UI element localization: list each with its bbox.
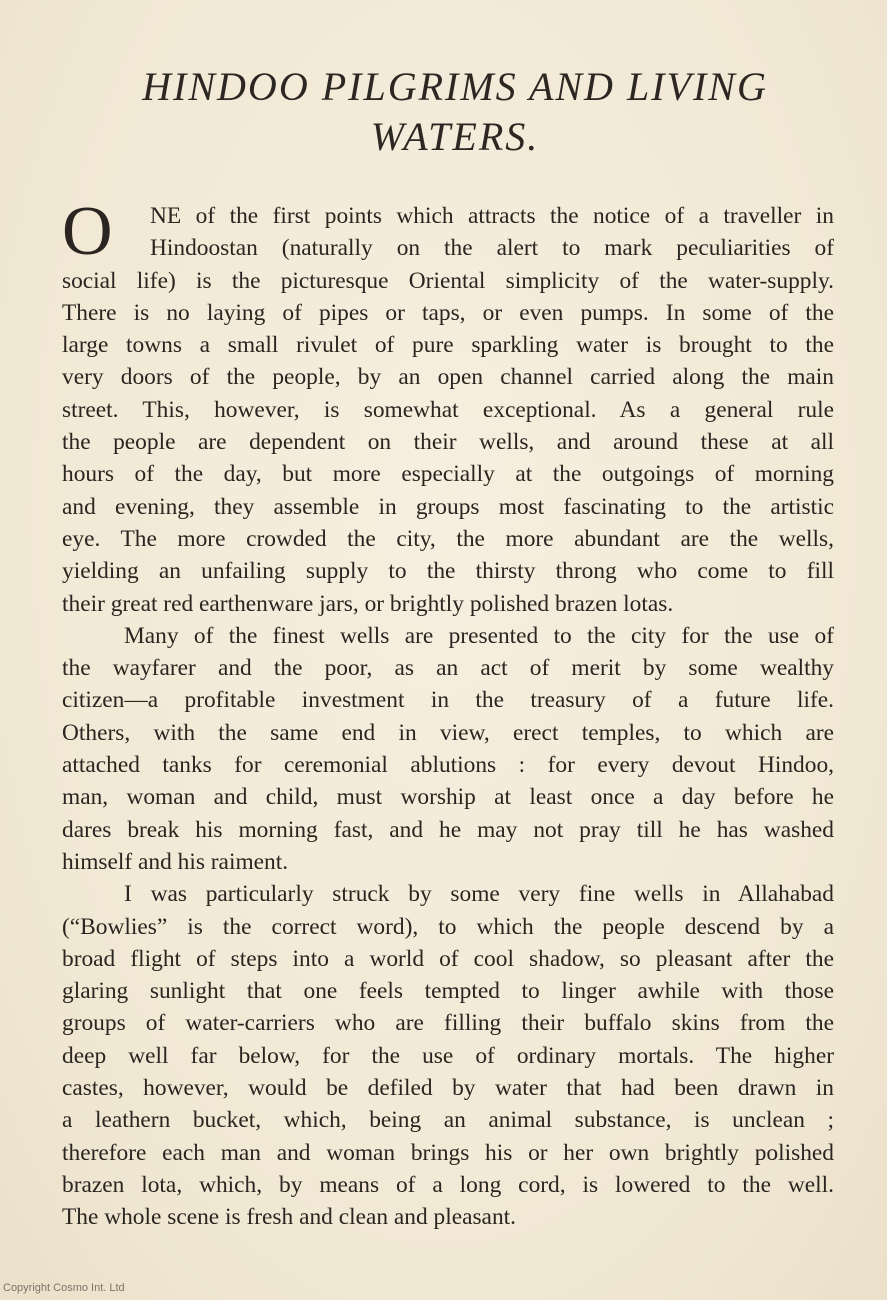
article-title-line-1: HINDOO PILGRIMS AND LIVING xyxy=(142,64,768,109)
opening-lines xyxy=(62,193,834,270)
body-line: social life) is the picturesque Oriental simplicity of the water-supply. xyxy=(62,267,834,294)
article-body xyxy=(62,193,834,1234)
drop-cap: O xyxy=(62,193,113,270)
body-line: and evening, they assemble in groups most fascinating to the artistic xyxy=(62,493,834,520)
body-line: yielding an unfailing supply to the thirsty throng who come to fill xyxy=(62,558,834,585)
body-line: citizen—a profitable investment in the treasury of a future life. xyxy=(62,687,834,714)
body-line: dares break his morning fast, and he may not pray till he has washed xyxy=(62,816,834,843)
body-line: therefore each man and woman brings his or her own brightly polished xyxy=(62,1139,834,1166)
body-line: attached tanks for ceremonial ablutions : for every devout Hindoo, xyxy=(62,752,834,779)
body-line: glaring sunlight that one feels tempted to linger awhile with those xyxy=(62,978,834,1005)
body-line: NE of the first points which attracts the notice of a traveller in xyxy=(150,203,834,229)
body-line: There is no laying of pipes or taps, or even pumps. In some of the xyxy=(62,299,834,326)
body-line: groups of water-carriers who are filling their buffalo skins from the xyxy=(62,1010,834,1037)
body-line: Hindoostan (naturally on the alert to mark peculiarities of xyxy=(150,235,834,262)
body-line: eye. The more crowded the city, the more abundant are the wells, xyxy=(62,525,834,552)
body-line: castes, however, would be defiled by water that had been drawn in xyxy=(62,1075,834,1102)
body-line: street. This, however, is somewhat exceptional. As a general rule xyxy=(62,396,834,423)
body-line: their great red earthenware jars, or brightly polished brazen lotas. xyxy=(62,590,674,617)
body-line: himself and his raiment. xyxy=(62,848,289,875)
body-line: I was particularly struck by some very fine wells in Allahabad xyxy=(124,881,834,908)
body-line: a leathern bucket, which, being an animal substance, is unclean ; xyxy=(62,1107,834,1134)
body-line: man, woman and child, must worship at least once a day before he xyxy=(62,784,834,811)
body-line: the people are dependent on their wells, and around these at all xyxy=(62,429,834,456)
body-line: broad flight of steps into a world of cool shadow, so pleasant after the xyxy=(62,945,834,972)
body-line: deep well far below, for the use of ordinary mortals. The higher xyxy=(62,1042,834,1069)
body-line: large towns a small rivulet of pure sparkling water is brought to the xyxy=(62,332,834,359)
body-line: very doors of the people, by an open channel carried along the main xyxy=(62,364,834,391)
body-line: brazen lota, which, by means of a long cord, is lowered to the well. xyxy=(62,1171,834,1198)
body-line: The whole scene is fresh and clean and pleasant. xyxy=(62,1204,516,1231)
body-line: (“Bowlies” is the correct word), to which the people descend by a xyxy=(62,913,834,940)
body-line: Many of the finest wells are presented to the city for the use of xyxy=(124,622,834,649)
body-line: Others, with the same end in view, erect temples, to which are xyxy=(62,719,834,746)
body-line: the wayfarer and the poor, as an act of merit by some wealthy xyxy=(62,655,834,682)
copyright-notice: Copyright Cosmo Int. Ltd xyxy=(3,1282,125,1294)
article-title-line-2: WATERS. xyxy=(370,114,540,159)
body-line: hours of the day, but more especially at the outgoings of morning xyxy=(62,461,834,488)
